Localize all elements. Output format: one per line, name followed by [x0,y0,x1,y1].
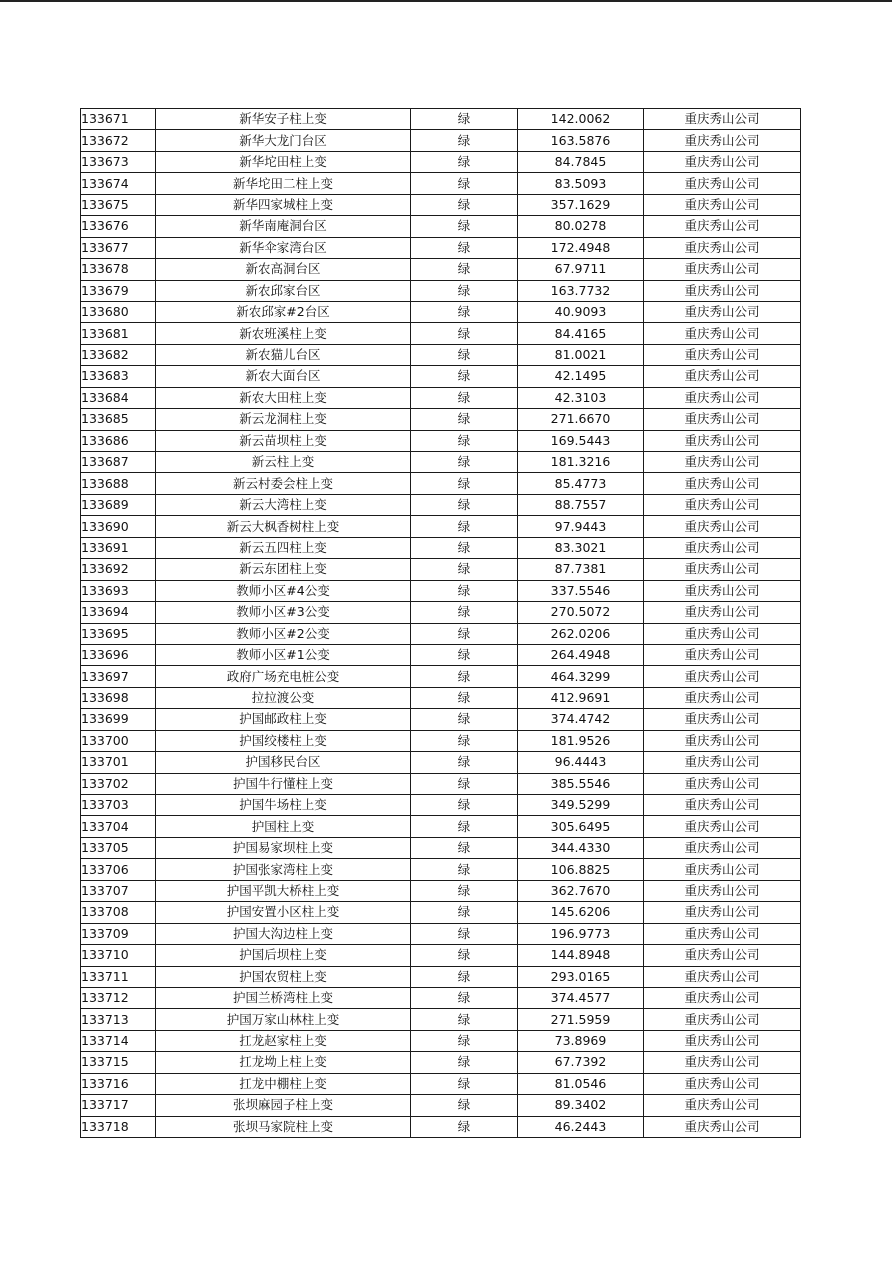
table-row [81,430,801,451]
table-row [81,730,801,751]
cell-name: 教师小区#1公变 [156,644,411,665]
cell-company: 重庆秀山公司 [644,816,801,837]
cell-id: 133713 [81,1009,156,1030]
cell-id: 133701 [81,752,156,773]
cell-company: 重庆秀山公司 [644,173,801,194]
cell-company: 重庆秀山公司 [644,966,801,987]
cell-value: 374.4577 [518,987,644,1008]
table-row [81,323,801,344]
table-row [81,1030,801,1051]
cell-id: 133697 [81,666,156,687]
cell-name: 护国平凯大桥柱上变 [156,880,411,901]
cell-name: 教师小区#4公变 [156,580,411,601]
table-row [81,537,801,558]
cell-color: 绿 [411,859,518,880]
cell-company: 重庆秀山公司 [644,344,801,365]
data-table [80,108,801,1138]
cell-value: 181.9526 [518,730,644,751]
cell-company: 重庆秀山公司 [644,902,801,923]
cell-company: 重庆秀山公司 [644,1052,801,1073]
cell-value: 264.4948 [518,644,644,665]
cell-value: 374.4742 [518,709,644,730]
cell-company: 重庆秀山公司 [644,623,801,644]
cell-company: 重庆秀山公司 [644,987,801,1008]
cell-value: 87.7381 [518,559,644,580]
cell-company: 重庆秀山公司 [644,280,801,301]
cell-color: 绿 [411,945,518,966]
cell-value: 42.1495 [518,366,644,387]
cell-value: 83.5093 [518,173,644,194]
cell-value: 80.0278 [518,216,644,237]
cell-name: 新农班溪柱上变 [156,323,411,344]
cell-company: 重庆秀山公司 [644,859,801,880]
cell-name: 新云东团柱上变 [156,559,411,580]
table-row [81,923,801,944]
cell-value: 83.3021 [518,537,644,558]
table-row [81,473,801,494]
cell-name: 扛龙赵家柱上变 [156,1030,411,1051]
cell-name: 护国大沟边柱上变 [156,923,411,944]
cell-company: 重庆秀山公司 [644,687,801,708]
cell-color: 绿 [411,173,518,194]
cell-value: 97.9443 [518,516,644,537]
cell-id: 133684 [81,387,156,408]
cell-id: 133706 [81,859,156,880]
table-row [81,194,801,215]
cell-value: 172.4948 [518,237,644,258]
cell-color: 绿 [411,966,518,987]
table-row [81,816,801,837]
cell-company: 重庆秀山公司 [644,1095,801,1116]
cell-color: 绿 [411,237,518,258]
cell-color: 绿 [411,452,518,473]
cell-company: 重庆秀山公司 [644,409,801,430]
cell-name: 护国农贸柱上变 [156,966,411,987]
table-row [81,859,801,880]
cell-company: 重庆秀山公司 [644,580,801,601]
cell-color: 绿 [411,109,518,130]
cell-name: 新云大枫香树柱上变 [156,516,411,537]
table-row [81,987,801,1008]
table-row [81,602,801,623]
cell-id: 133709 [81,923,156,944]
cell-company: 重庆秀山公司 [644,366,801,387]
cell-color: 绿 [411,644,518,665]
cell-company: 重庆秀山公司 [644,1116,801,1137]
table-row [81,173,801,194]
cell-value: 142.0062 [518,109,644,130]
cell-value: 106.8825 [518,859,644,880]
cell-color: 绿 [411,323,518,344]
cell-color: 绿 [411,151,518,172]
cell-id: 133694 [81,602,156,623]
cell-value: 344.4330 [518,837,644,858]
cell-color: 绿 [411,880,518,901]
cell-name: 扛龙坳上柱上变 [156,1052,411,1073]
cell-id: 133679 [81,280,156,301]
table-row [81,773,801,794]
cell-value: 412.9691 [518,687,644,708]
table-row [81,559,801,580]
table-row [81,516,801,537]
cell-name: 新华大龙门台区 [156,130,411,151]
cell-id: 133700 [81,730,156,751]
cell-color: 绿 [411,730,518,751]
table-row [81,1052,801,1073]
table-row [81,344,801,365]
cell-name: 新云龙洞柱上变 [156,409,411,430]
cell-value: 46.2443 [518,1116,644,1137]
cell-color: 绿 [411,923,518,944]
cell-company: 重庆秀山公司 [644,709,801,730]
cell-name: 教师小区#2公变 [156,623,411,644]
cell-company: 重庆秀山公司 [644,323,801,344]
cell-name: 护国万家山林柱上变 [156,1009,411,1030]
cell-color: 绿 [411,1030,518,1051]
cell-value: 73.8969 [518,1030,644,1051]
cell-company: 重庆秀山公司 [644,516,801,537]
table-row [81,216,801,237]
cell-color: 绿 [411,666,518,687]
table-row [81,837,801,858]
cell-name: 护国绞楼柱上变 [156,730,411,751]
cell-color: 绿 [411,902,518,923]
cell-name: 新农猫儿台区 [156,344,411,365]
cell-value: 169.5443 [518,430,644,451]
cell-name: 政府广场充电桩公变 [156,666,411,687]
cell-id: 133707 [81,880,156,901]
cell-id: 133705 [81,837,156,858]
cell-company: 重庆秀山公司 [644,602,801,623]
cell-id: 133712 [81,987,156,1008]
cell-id: 133680 [81,301,156,322]
table-row [81,752,801,773]
page-top-border [0,0,892,2]
cell-value: 89.3402 [518,1095,644,1116]
cell-value: 262.0206 [518,623,644,644]
cell-company: 重庆秀山公司 [644,387,801,408]
cell-id: 133714 [81,1030,156,1051]
cell-name: 张坝麻园子柱上变 [156,1095,411,1116]
cell-value: 181.3216 [518,452,644,473]
cell-color: 绿 [411,301,518,322]
cell-value: 464.3299 [518,666,644,687]
cell-company: 重庆秀山公司 [644,194,801,215]
cell-id: 133693 [81,580,156,601]
table-row [81,409,801,430]
table-row [81,280,801,301]
cell-company: 重庆秀山公司 [644,494,801,515]
cell-id: 133711 [81,966,156,987]
cell-color: 绿 [411,216,518,237]
cell-value: 81.0021 [518,344,644,365]
cell-value: 96.4443 [518,752,644,773]
cell-id: 133696 [81,644,156,665]
cell-value: 271.5959 [518,1009,644,1030]
cell-name: 新华坨田二柱上变 [156,173,411,194]
cell-id: 133717 [81,1095,156,1116]
cell-color: 绿 [411,795,518,816]
table-row [81,902,801,923]
cell-name: 新农邱家#2台区 [156,301,411,322]
cell-company: 重庆秀山公司 [644,795,801,816]
table-row [81,644,801,665]
cell-name: 拉拉渡公变 [156,687,411,708]
cell-id: 133676 [81,216,156,237]
cell-name: 护国邮政柱上变 [156,709,411,730]
cell-color: 绿 [411,559,518,580]
cell-id: 133718 [81,1116,156,1137]
cell-company: 重庆秀山公司 [644,945,801,966]
cell-color: 绿 [411,773,518,794]
table-row [81,687,801,708]
cell-company: 重庆秀山公司 [644,1030,801,1051]
cell-company: 重庆秀山公司 [644,752,801,773]
table-row [81,237,801,258]
cell-name: 护国柱上变 [156,816,411,837]
cell-name: 新云苗坝柱上变 [156,430,411,451]
cell-id: 133685 [81,409,156,430]
cell-company: 重庆秀山公司 [644,109,801,130]
table-row [81,1116,801,1137]
cell-name: 新云柱上变 [156,452,411,473]
table-row [81,494,801,515]
cell-name: 护国张家湾柱上变 [156,859,411,880]
cell-value: 67.9711 [518,259,644,280]
table-row [81,880,801,901]
cell-value: 84.7845 [518,151,644,172]
cell-company: 重庆秀山公司 [644,151,801,172]
cell-id: 133716 [81,1073,156,1094]
cell-color: 绿 [411,987,518,1008]
table-row [81,709,801,730]
cell-value: 337.5546 [518,580,644,601]
cell-id: 133715 [81,1052,156,1073]
table-row [81,580,801,601]
cell-value: 270.5072 [518,602,644,623]
table-row [81,945,801,966]
table-row [81,259,801,280]
cell-company: 重庆秀山公司 [644,537,801,558]
cell-color: 绿 [411,709,518,730]
cell-company: 重庆秀山公司 [644,666,801,687]
cell-value: 362.7670 [518,880,644,901]
cell-company: 重庆秀山公司 [644,430,801,451]
cell-id: 133703 [81,795,156,816]
cell-color: 绿 [411,837,518,858]
cell-id: 133710 [81,945,156,966]
cell-color: 绿 [411,366,518,387]
table-row [81,623,801,644]
cell-color: 绿 [411,259,518,280]
table-row [81,452,801,473]
cell-id: 133708 [81,902,156,923]
cell-value: 42.3103 [518,387,644,408]
cell-id: 133702 [81,773,156,794]
cell-value: 144.8948 [518,945,644,966]
cell-name: 扛龙中棚柱上变 [156,1073,411,1094]
cell-id: 133704 [81,816,156,837]
cell-company: 重庆秀山公司 [644,259,801,280]
cell-name: 新华安子柱上变 [156,109,411,130]
cell-value: 163.7732 [518,280,644,301]
cell-value: 349.5299 [518,795,644,816]
cell-value: 84.4165 [518,323,644,344]
cell-color: 绿 [411,1052,518,1073]
cell-color: 绿 [411,580,518,601]
cell-value: 67.7392 [518,1052,644,1073]
cell-color: 绿 [411,409,518,430]
cell-value: 163.5876 [518,130,644,151]
cell-name: 张坝马家院柱上变 [156,1116,411,1137]
cell-company: 重庆秀山公司 [644,773,801,794]
cell-company: 重庆秀山公司 [644,559,801,580]
cell-name: 新农大田柱上变 [156,387,411,408]
cell-color: 绿 [411,1009,518,1030]
cell-company: 重庆秀山公司 [644,301,801,322]
cell-value: 88.7557 [518,494,644,515]
cell-value: 305.6495 [518,816,644,837]
cell-name: 护国安置小区柱上变 [156,902,411,923]
cell-id: 133687 [81,452,156,473]
table-row [81,1095,801,1116]
table-row [81,366,801,387]
cell-color: 绿 [411,130,518,151]
table-row [81,1009,801,1030]
table-body [81,109,801,1138]
cell-company: 重庆秀山公司 [644,1009,801,1030]
cell-color: 绿 [411,344,518,365]
table-row [81,966,801,987]
table-row [81,130,801,151]
cell-value: 81.0546 [518,1073,644,1094]
table-row [81,301,801,322]
cell-value: 85.4773 [518,473,644,494]
cell-value: 357.1629 [518,194,644,215]
cell-name: 新华伞家湾台区 [156,237,411,258]
cell-color: 绿 [411,280,518,301]
cell-color: 绿 [411,602,518,623]
cell-id: 133691 [81,537,156,558]
cell-color: 绿 [411,473,518,494]
table-row [81,795,801,816]
cell-name: 新农高洞台区 [156,259,411,280]
cell-company: 重庆秀山公司 [644,644,801,665]
cell-color: 绿 [411,494,518,515]
cell-color: 绿 [411,194,518,215]
cell-color: 绿 [411,687,518,708]
cell-id: 133677 [81,237,156,258]
table-row [81,1073,801,1094]
cell-value: 385.5546 [518,773,644,794]
cell-color: 绿 [411,1073,518,1094]
cell-id: 133678 [81,259,156,280]
cell-id: 133699 [81,709,156,730]
cell-id: 133695 [81,623,156,644]
cell-name: 护国兰桥湾柱上变 [156,987,411,1008]
cell-value: 271.6670 [518,409,644,430]
cell-company: 重庆秀山公司 [644,730,801,751]
cell-name: 新华南庵洞台区 [156,216,411,237]
cell-id: 133671 [81,109,156,130]
cell-value: 40.9093 [518,301,644,322]
cell-company: 重庆秀山公司 [644,473,801,494]
cell-value: 145.6206 [518,902,644,923]
cell-name: 护国移民台区 [156,752,411,773]
cell-color: 绿 [411,537,518,558]
cell-name: 新农邱家台区 [156,280,411,301]
cell-name: 护国牛场柱上变 [156,795,411,816]
cell-id: 133681 [81,323,156,344]
cell-name: 新云大湾柱上变 [156,494,411,515]
cell-company: 重庆秀山公司 [644,452,801,473]
cell-company: 重庆秀山公司 [644,837,801,858]
cell-id: 133673 [81,151,156,172]
cell-company: 重庆秀山公司 [644,130,801,151]
cell-id: 133674 [81,173,156,194]
cell-name: 教师小区#3公变 [156,602,411,623]
cell-name: 新云村委会柱上变 [156,473,411,494]
cell-id: 133672 [81,130,156,151]
cell-color: 绿 [411,752,518,773]
table-row [81,109,801,130]
table-row [81,387,801,408]
cell-id: 133692 [81,559,156,580]
cell-id: 133682 [81,344,156,365]
cell-company: 重庆秀山公司 [644,923,801,944]
cell-color: 绿 [411,1095,518,1116]
cell-name: 新华四家城柱上变 [156,194,411,215]
cell-id: 133686 [81,430,156,451]
cell-company: 重庆秀山公司 [644,237,801,258]
cell-company: 重庆秀山公司 [644,880,801,901]
cell-color: 绿 [411,516,518,537]
cell-name: 新农大面台区 [156,366,411,387]
cell-company: 重庆秀山公司 [644,216,801,237]
cell-name: 护国后坝柱上变 [156,945,411,966]
cell-value: 293.0165 [518,966,644,987]
table-row [81,666,801,687]
cell-color: 绿 [411,430,518,451]
cell-color: 绿 [411,387,518,408]
cell-id: 133689 [81,494,156,515]
cell-id: 133675 [81,194,156,215]
cell-id: 133690 [81,516,156,537]
cell-color: 绿 [411,623,518,644]
cell-name: 护国牛行懂柱上变 [156,773,411,794]
cell-name: 护国易家坝柱上变 [156,837,411,858]
cell-company: 重庆秀山公司 [644,1073,801,1094]
cell-id: 133698 [81,687,156,708]
table-row [81,151,801,172]
cell-color: 绿 [411,816,518,837]
cell-id: 133683 [81,366,156,387]
cell-id: 133688 [81,473,156,494]
cell-value: 196.9773 [518,923,644,944]
cell-name: 新云五四柱上变 [156,537,411,558]
cell-color: 绿 [411,1116,518,1137]
cell-name: 新华坨田柱上变 [156,151,411,172]
